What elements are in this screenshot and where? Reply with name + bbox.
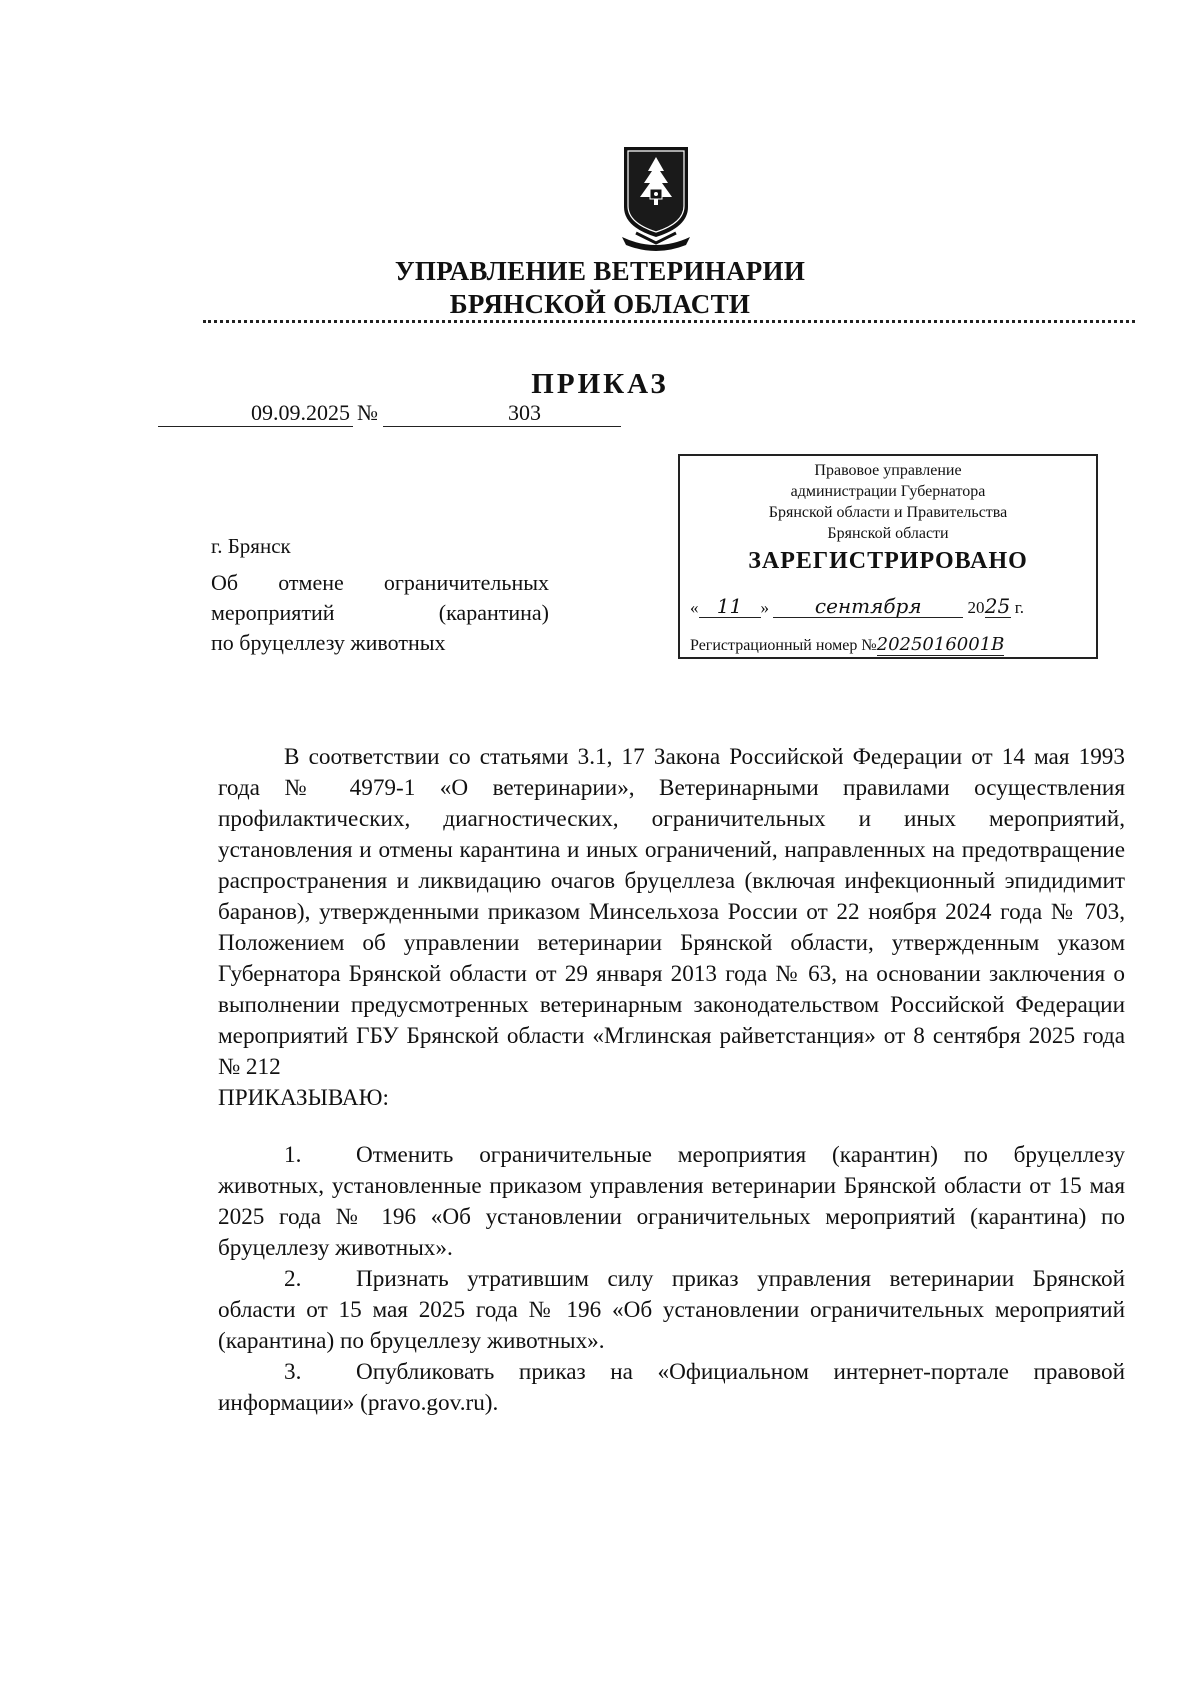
item-text: Опубликовать приказ на «Официальном интернет-портале правовой информации» (pravo.gov.ru). <box>218 1359 1125 1416</box>
stamp-year-suffix: 25 <box>984 594 1011 618</box>
subject-line1: Об отмене ограничительных <box>211 570 549 595</box>
item-text: Признать утратившим силу приказ управления ветеринарии Брянской области от 15 мая 2025 года № 196 «Об установлении ограничительных мероприятий (карантина) по бруцеллезу животных». <box>218 1266 1125 1354</box>
date-number-row <box>158 400 628 430</box>
subject-line2 <box>211 598 549 628</box>
item-number: 2. <box>284 1266 302 1292</box>
registration-stamp <box>678 454 1098 659</box>
subject-line2a: мероприятий <box>211 600 335 625</box>
stamp-line1: Правовое управление <box>814 462 962 479</box>
document-type: ПРИКАЗ <box>531 368 669 400</box>
document-number: 303 <box>383 400 621 427</box>
stamp-year-unit: г. <box>1014 598 1025 617</box>
order-items <box>218 1140 1125 1419</box>
subject-line3: по бруцеллезу животных <box>211 630 446 655</box>
header-divider <box>203 320 1135 323</box>
order-item <box>218 1264 1125 1357</box>
organization-name-line2: БРЯНСКОЙ ОБЛАСТИ <box>449 289 751 319</box>
stamp-line2: администрации Губернатора <box>790 483 986 500</box>
document-date: 09.09.2025 <box>158 400 353 427</box>
stamp-day: 11 <box>699 596 761 618</box>
stamp-line3: Брянской области и Правительства <box>768 504 1008 521</box>
stamp-year-prefix: 20 <box>967 598 985 617</box>
organization-name-line1: УПРАВЛЕНИЕ ВЕТЕРИНАРИИ <box>394 256 806 286</box>
stamp-line4: Брянской области <box>827 525 949 542</box>
preamble-paragraph: В соответствии со статьями 3.1, 17 Закона Российской Федерации от 14 мая 1993 года № 4979-1 «О ветеринарии», Ветеринарными правилами осуществления профилактических, диагностических, ограничительных и иных мероприятий, установления и отмены карантина и иных ограничений, направленных на предотвращение распространения и ликвидацию очагов бруцеллеза (включая инфекционный эпидидимит баранов), утвержденными приказом Минсельхоза России от 22 ноября 2024 года № 703, Положением об управлении ветеринарии Брянской области, утвержденным указом Губернатора Брянской области от 29 января 2013 года № 63, на основании заключения о выполнении предусмотренных ветеринарным законодательством Российской Федерации мероприятий ГБУ Брянской области «Мглинская райветстанция» от 8 сентября 2025 года № 212 <box>218 744 1125 1080</box>
stamp-date: « 11 » сентября 2025 г. <box>690 594 1025 618</box>
document-subject <box>211 568 549 658</box>
item-number: 1. <box>284 1142 302 1168</box>
order-word: ПРИКАЗЫВАЮ: <box>218 1085 389 1111</box>
stamp-reg-number: 2025016001В <box>876 634 1005 655</box>
item-text: Отменить ограничительные мероприятия (карантин) по бруцеллезу животных, установленные приказом управления ветеринарии Брянской области от 15 мая 2025 года № 196 «Об установлении ограничительных мероприятий (карантина) по бруцеллезу животных». <box>218 1142 1125 1261</box>
stamp-registration-number <box>690 634 1095 656</box>
subject-line2b: (карантина) <box>438 600 549 625</box>
order-item <box>218 1140 1125 1264</box>
document-body <box>218 742 1125 1419</box>
bryansk-coat-of-arms-icon <box>616 141 696 253</box>
order-item <box>218 1357 1125 1419</box>
stamp-month: сентября <box>773 596 963 618</box>
number-sign: № <box>357 400 378 425</box>
item-number: 3. <box>284 1359 302 1385</box>
stamp-registered-title: ЗАРЕГИСТРИРОВАНО <box>748 548 1028 574</box>
city: г. Брянск <box>211 534 291 558</box>
stamp-reg-label: Регистрационный номер № <box>690 637 877 654</box>
